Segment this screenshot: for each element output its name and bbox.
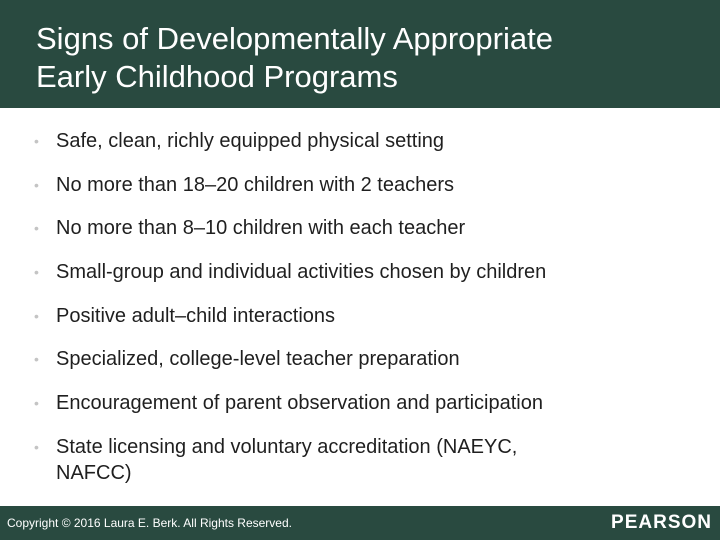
bullet-item	[34, 303, 684, 329]
bullet-marker: •	[34, 177, 39, 193]
bullet-item	[34, 390, 684, 416]
bullet-marker: •	[34, 133, 39, 149]
bullet-text: No more than 18–20 children with 2 teachers	[56, 174, 455, 196]
bullet-marker: •	[34, 264, 39, 280]
pearson-logo: PEARSON	[611, 512, 712, 533]
bullet-item	[34, 346, 684, 372]
slide-title-line: Signs of Developmentally Appropriate	[36, 21, 553, 56]
bullet-text: Small-group and individual activities chosen by children	[56, 261, 547, 283]
copyright-notice: Copyright © 2016 Laura E. Berk. All Rights Reserved.	[7, 516, 292, 530]
bullet-text: Specialized, college-level teacher preparation	[56, 348, 460, 370]
bullet-text: Encouragement of parent observation and participation	[56, 392, 543, 414]
bullet-item	[34, 259, 684, 285]
bullet-item	[34, 172, 684, 198]
slide-title-line: Early Childhood Programs	[36, 59, 398, 94]
bullet-item	[34, 434, 594, 486]
bullet-text: Safe, clean, richly equipped physical setting	[56, 130, 445, 152]
bullet-text: Positive adult–child interactions	[56, 305, 336, 327]
bullet-marker: •	[34, 351, 39, 367]
bullet-item	[34, 128, 684, 154]
bullet-marker: •	[34, 308, 39, 324]
bullet-text: No more than 8–10 children with each teacher	[56, 217, 466, 239]
footer-bar	[0, 506, 720, 540]
bullet-marker: •	[34, 395, 39, 411]
bullet-text: State licensing and voluntary accreditation (NAEYC, NAFCC)	[56, 436, 518, 484]
bullet-marker: •	[34, 220, 39, 236]
bullet-item	[34, 215, 684, 241]
bullet-marker: •	[34, 439, 39, 455]
